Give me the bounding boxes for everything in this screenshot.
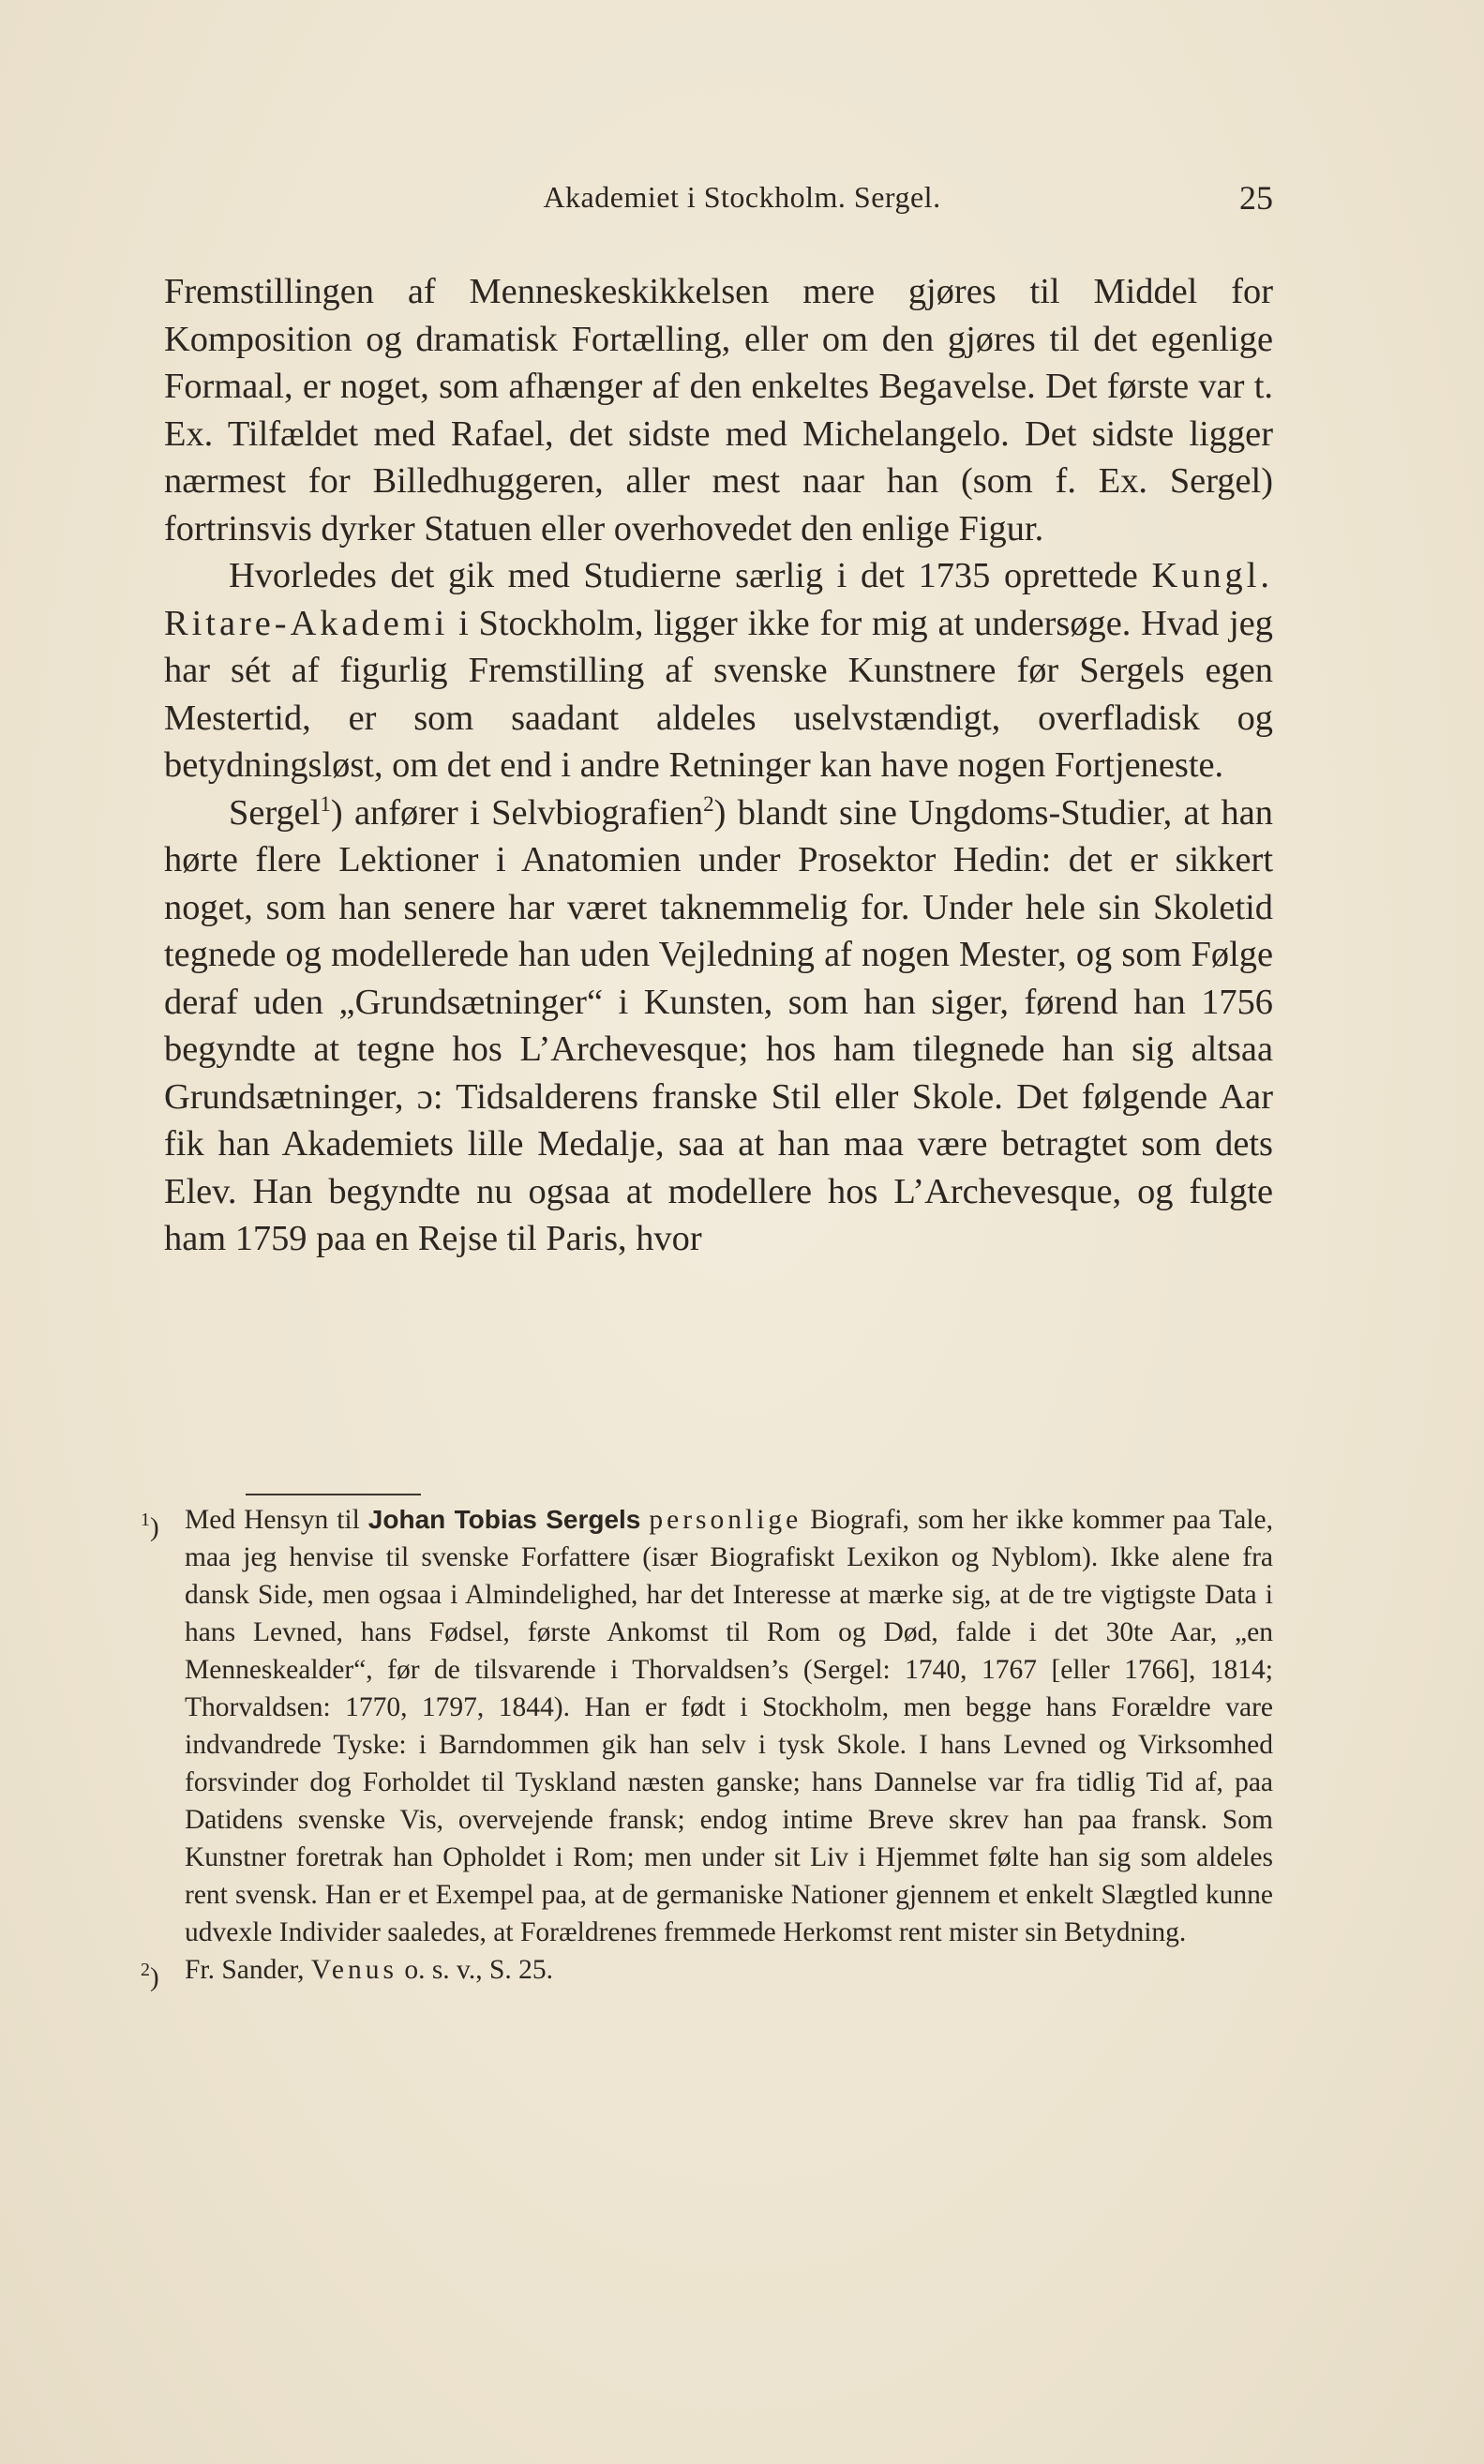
footnote-1-spaced: personlige (649, 1505, 802, 1535)
paragraph-3-text-c: ) blandt sine Ungdoms-Studier, at han hørte flere Lektioner i Anatomien under Prosektor Hedin: det er sikkert noget, som han senere har været taknemmelig for. Under hele sin Skoletid tegnede og modellerede han uden Vejledning af nogen Mester, og som Følge deraf uden „Grundsætninger“ i Kunsten, som han siger, førend han 1756 begyndte at tegne hos L’Archevesque; hos ham tilegnede han sig altsaa Grundsætninger, ɔ: Tidsalderens franske Stil eller Skole. Det følgende Aar fik han Akademiets lille Medalje, saa at han maa være betragtet som dets Elev. Han begyndte nu ogsaa at modellere hos L’Archevesque, og fulgte ham 1759 paa en Rejse til Paris, hvor (164, 792, 1273, 1258)
paragraph-3-text-b: ) anfører i Selvbiografien (330, 792, 704, 833)
page-header (0, 180, 1484, 221)
footnote-ref-1[interactable]: 1 (320, 791, 331, 816)
paragraph-3 (164, 789, 1273, 1263)
running-head: Akademiet i Stockholm. Sergel. (543, 180, 941, 214)
footnote-1-text-b: Biografi, som her ikke kommer paa Tale, maa jeg henvise til svenske Forfattere (især Biografiskt Lexikon og Nyblom). Ikke alene fra dansk Side, men ogsaa i Almindelighed, har det Interesse at mærke sig, at de tre vigtigste Data i hans Levned, hans Fødsel, første Ankomst til Rom og Død, falde i det 30te Aar, „en Menneskealder“, før de tilsvarende i Thorvaldsen’s (Sergel: 1740, 1767 [eller 1766], 1814; Thorvaldsen: 1770, 1797, 1844). Han er født i Stockholm, men begge hans Forældre vare indvandrede Tyske: i Barndommen gik han selv i tysk Skole. I hans Levned og Virksomhed forsvinder dog Forholdet til Tyskland næsten ganske; hans Dannelse var fra tidlig Tid af, paa Datidens svenske Vis, overvejende fransk; endog intime Breve skrev han paa fransk. Som Kunstner foretrak han Opholdet i Rom; men under sit Liv i Hjemmet følte han sig som aldeles rent svensk. Han er et Exempel paa, at de germaniske Nationer gjennem et enkelt Slægtled kunne udvexle Individer saaledes, at Forældrenes fremmede Herkomst rent mister sin Betydning. (185, 1505, 1274, 1947)
footnote-1-mark: $^1$) (141, 1510, 159, 1542)
paragraph-2 (164, 552, 1273, 789)
paragraph-1 (164, 268, 1273, 552)
footnote-2-text-a: Fr. Sander, (185, 1955, 305, 1985)
paragraph-2-text-b: i Stockholm, ligger ikke for mig at undersøge. Hvad jeg har sét af figurlig Fremstilling af svenske Kunstnere før Sergels egen Mestertid, er som saadant aldeles uselvstændigt, overfladisk og betydningsløst, om det end i andre Retninger kan have nogen Fortjeneste. (164, 603, 1273, 785)
footnotes (141, 1501, 1274, 1992)
main-text (164, 268, 1273, 1263)
footnote-1-text-a: Med Hensyn til (185, 1505, 360, 1535)
footnote-ref-2[interactable]: 2 (703, 791, 714, 816)
footnote-1 (141, 1501, 1273, 1951)
academy-name: Kungl. Ritare-Akademi (164, 556, 1274, 643)
paragraph-1-text: Fremstillingen af Menneskeskikkelsen mere gjøres til Middel for Komposition og dramatisk Fortælling, eller om den gjøres til det egenlige Formaal, er noget, som afhænger af den enkeltes Begavelse. Det første var t. Ex. Tilfældet med Rafael, det sidste med Michelangelo. Det sidste ligger nærmest for Billedhuggeren, aller mest naar han (som f. Ex. Sergel) fortrinsvis dyrker Statuen eller overhovedet den enlige Figur. (164, 272, 1273, 548)
paragraph-2-text-a: Hvorledes det gik med Studierne særlig i det 1735 oprettede (229, 556, 1138, 595)
footnote-divider (246, 1494, 421, 1495)
footnote-1-name: Johan Tobias Sergels (367, 1505, 641, 1534)
page-number: 25 (1239, 179, 1273, 217)
footnote-2-spaced: Venus (310, 1955, 397, 1985)
footnote-2 (141, 1951, 1273, 1992)
paragraph-3-text-a: Sergel (229, 792, 321, 833)
footnote-2-mark: $^2$) (141, 1960, 159, 1992)
footnote-2-text-b: o. s. v., S. 25. (404, 1955, 554, 1985)
